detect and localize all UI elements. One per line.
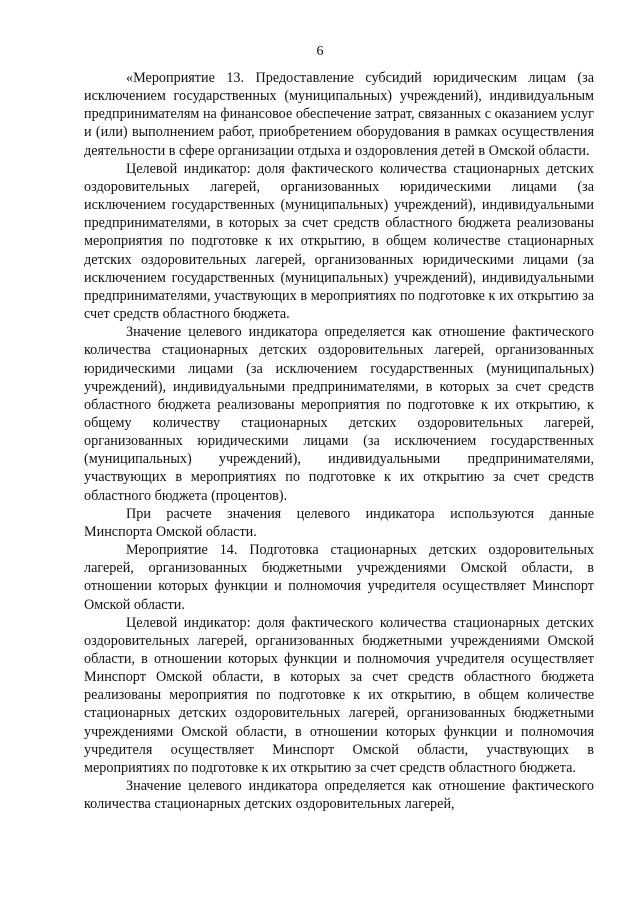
paragraph-indicator-value-14: Значение целевого индикатора определяется как отношение фактического количества стационарных детских оздоровительных лагерей, bbox=[84, 778, 594, 813]
paragraph-measure-14: Мероприятие 14. Подготовка стационарных детских оздоровительных лагерей, организованных бюджетными учреждениями Омской области, в отношении которых функции и полномочия учредителя осуществляет Минспорт Омской области. bbox=[84, 542, 594, 613]
page-number: 6 bbox=[316, 44, 324, 59]
paragraph-indicator-value-13: Значение целевого индикатора определяется как отношение фактического количества стационарных детских оздоровительных лагерей, организованных юридическими лицами (за исключением государственных (муниципальных) учреждений), индивидуальными предпринимателями, в которых за счет средств областного бюджета реализованы мероприятия по подготовке к их открытию, к общему количеству стационарных детских оздоровительных лагерей, организованных юридическими лицами (за исключением государственных (муниципальных) учреждений), индивидуальными предпринимателями, участвующих в мероприятиях по подготовке к их открытию за счет средств областного бюджета (процентов). bbox=[84, 324, 594, 504]
paragraph-target-indicator-14: Целевой индикатор: доля фактического количества стационарных детских оздоровительных лагерей, организованных бюджетными учреждениями Омской области, в отношении которых функции и полномочия учредителя осуществляет Минспорт Омской области, в которых за счет средств областного бюджета реализованы мероприятия по подготовке к их открытию, в общем количестве стационарных детских оздоровительных лагерей, организованных бюджетными учреждениями Омской области, в отношении которых функции и полномочия учредителя осуществляет Минспорт Омской области, участвующих в мероприятиях по подготовке к их открытию за счет средств областного бюджета. bbox=[84, 614, 594, 776]
paragraph-measure-13: «Мероприятие 13. Предоставление субсидий юридическим лицам (за исключением государственных (муниципальных) учреждений), индивидуальным предпринимателям на финансовое обеспечение затрат, связанных с оказанием услуг и (или) выполнением работ, приобретением оборудования в рамках осуществления деятельности в сфере организации отдыха и оздоровления детей в Омской области. bbox=[84, 70, 594, 159]
document-body bbox=[84, 69, 594, 813]
paragraph-target-indicator-13: Целевой индикатор: доля фактического количества стационарных детских оздоровительных лагерей, организованных юридическими лицами (за исключением государственных (муниципальных) учреждений), индивидуальными предпринимателями, в которых за счет средств областного бюджета реализованы мероприятия по подготовке к их открытию, в общем количестве стационарных детских оздоровительных лагерей, организованных юридическими лицами (за исключением государственных (муниципальных) учреждений), индивидуальными предпринимателями, участвующих в мероприятиях по подготовке к их открытию за счет средств областного бюджета. bbox=[84, 160, 594, 323]
paragraph-calculation-source-13: При расчете значения целевого индикатора используются данные Минспорта Омской области. bbox=[84, 505, 594, 540]
